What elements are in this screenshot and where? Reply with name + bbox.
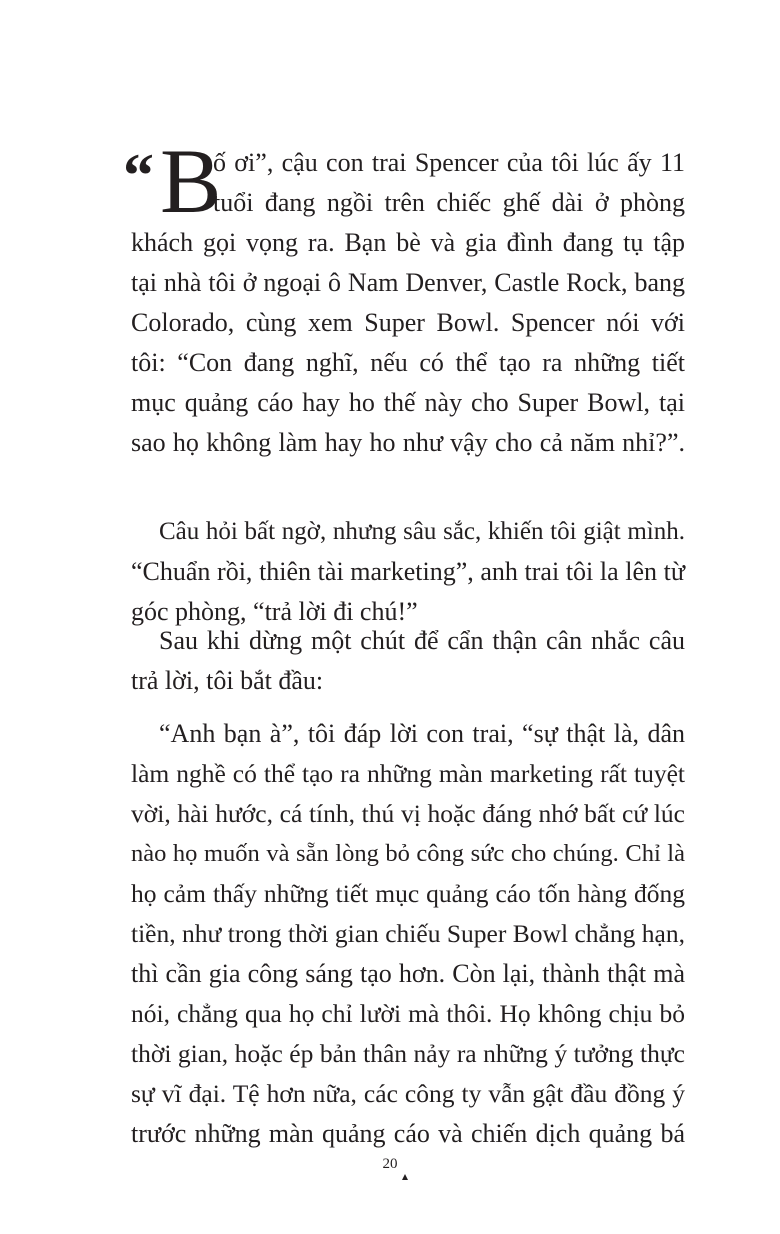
text-line: vời, hài hước, cá tính, thú vị hoặc đáng nhớ bất cứ lúc (131, 799, 685, 828)
text-line: nói, chẳng qua họ chỉ lười mà thôi. Họ không chịu bỏ (131, 999, 685, 1028)
text-line: tại nhà tôi ở ngoại ô Nam Denver, Castle Rock, bang (131, 268, 685, 297)
paragraph-1 (131, 143, 685, 463)
text-line: “Chuẩn rồi, thiên tài marketing”, anh trai tôi la lên từ (131, 557, 685, 586)
text-line: mục quảng cáo hay ho thế này cho Super Bowl, tại (131, 388, 685, 417)
page-ornament-icon (402, 1174, 408, 1180)
text-line: ố ơi”, cậu con trai Spencer của tôi lúc ấy 11 (213, 148, 685, 177)
text-line: thời gian, hoặc ép bản thân nảy ra những ý tưởng thực (131, 1039, 685, 1068)
paragraph-2 (131, 512, 685, 632)
text-line: nào họ muốn và sẵn lòng bỏ công sức cho chúng. Chỉ là (131, 840, 685, 867)
paragraph-4 (131, 714, 685, 1154)
text-line: trả lời, tôi bắt đầu: (131, 666, 324, 695)
drop-cap-letter: B (160, 130, 222, 232)
text-line: thì cần gia công sáng tạo hơn. Còn lại, thành thật mà (131, 959, 685, 988)
text-line: sự vĩ đại. Tệ hơn nữa, các công ty vẫn gật đầu đồng ý (131, 1079, 685, 1108)
text-line: tôi: “Con đang nghĩ, nếu có thể tạo ra những tiết (131, 348, 685, 377)
text-line: tiền, như trong thời gian chiếu Super Bowl chẳng hạn, (131, 919, 685, 948)
text-line: tuổi đang ngồi trên chiếc ghế dài ở phòng (213, 188, 685, 217)
text-line: họ cảm thấy những tiết mục quảng cáo tốn hàng đống (131, 879, 685, 908)
text-line: làm nghề có thể tạo ra những màn marketing rất tuyệt (131, 759, 685, 788)
text-line: khách gọi vọng ra. Bạn bè và gia đình đang tụ tập (131, 228, 685, 257)
page-number: 20 (382, 1156, 398, 1172)
text-line: Câu hỏi bất ngờ, nhưng sâu sắc, khiến tôi giật mình. (159, 518, 685, 545)
text-line: góc phòng, “trả lời đi chú!” (131, 597, 418, 626)
drop-cap-open-quote: “ (123, 142, 154, 210)
text-line: Colorado, cùng xem Super Bowl. Spencer nói với (131, 308, 685, 337)
text-line: Sau khi dừng một chút để cẩn thận cân nhắc câu (159, 626, 685, 655)
text-line: “Anh bạn à”, tôi đáp lời con trai, “sự thật là, dân (159, 719, 685, 748)
paragraph-3 (131, 621, 685, 701)
text-line: trước những màn quảng cáo và chiến dịch quảng bá (131, 1119, 685, 1148)
text-line: sao họ không làm hay ho như vậy cho cả năm nhỉ?”. (131, 428, 685, 457)
